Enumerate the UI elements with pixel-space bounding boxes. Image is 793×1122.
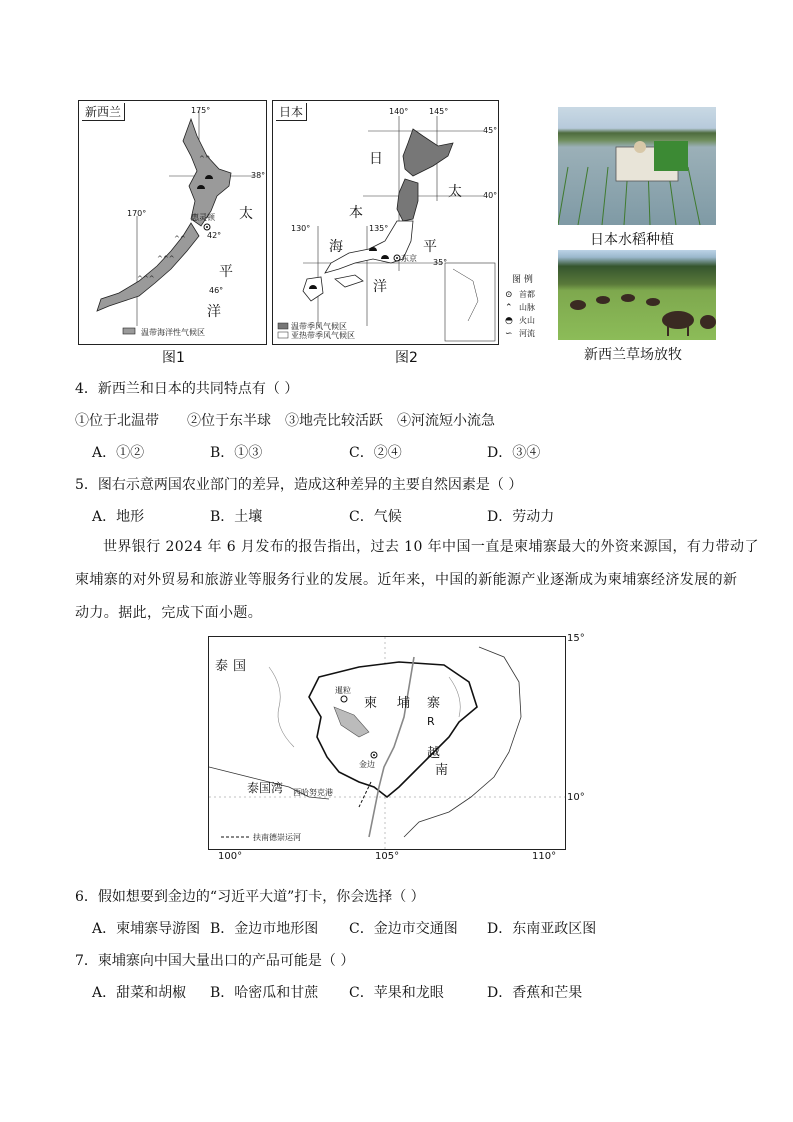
photo-caption: 新西兰草场放牧 (584, 347, 682, 363)
question-5-option-a[interactable]: A．地形 (92, 509, 145, 525)
question-6-option-c[interactable]: C．金边市交通图 (349, 921, 458, 937)
question-4-stem: 4．新西兰和日本的共同特点有（ ） (75, 381, 299, 397)
sea-char: 日 (369, 151, 383, 167)
country-char: 柬 (364, 696, 378, 711)
lat-label: 42° (207, 231, 222, 240)
lat-label: 45° (483, 126, 498, 135)
ocean-char: 太 (448, 184, 462, 200)
lon-label: 130° (291, 224, 311, 233)
ocean-char: 平 (219, 264, 233, 280)
figure-caption: 图1 (162, 350, 185, 366)
legend-item: 山脉 (519, 303, 535, 312)
svg-text:^^: ^^ (174, 235, 186, 243)
mountain-icon: ⌃ (505, 302, 513, 313)
lon-label: 135° (369, 224, 389, 233)
sea-char: 海 (329, 239, 343, 255)
question-5-option-b[interactable]: B．土壤 (210, 509, 263, 525)
lon-label: 105° (375, 851, 400, 862)
country-char: 泰 (215, 659, 229, 674)
country-char: 国 (233, 659, 247, 674)
map-title: 新西兰 (82, 103, 125, 121)
svg-text:^^^: ^^^ (157, 255, 175, 263)
legend-item: 火山 (519, 316, 535, 325)
cambodia-outline (209, 637, 565, 849)
question-5-option-d[interactable]: D．劳动力 (487, 509, 555, 525)
pasture-grazing-photo (558, 250, 716, 340)
capital-icon: ⊙ (505, 289, 513, 300)
question-7-option-c[interactable]: C．苹果和龙眼 (349, 985, 444, 1001)
question-7-option-b[interactable]: B．哈密瓜和甘蔗 (210, 985, 319, 1001)
question-7-option-d[interactable]: D．香蕉和芒果 (487, 985, 583, 1001)
city-label: 暹粒 (335, 686, 351, 695)
svg-text:^^^: ^^^ (137, 275, 155, 283)
lat-label: 40° (483, 191, 498, 200)
new-zealand-outline (79, 101, 266, 344)
map-legend: 温带海洋性气候区 (141, 328, 205, 337)
lon-label: 100° (218, 851, 243, 862)
ocean-char: 洋 (373, 279, 387, 295)
volcano-icon: ◓ (505, 315, 513, 326)
question-7-stem: 7．柬埔寨向中国大量出口的产品可能是（ ） (75, 953, 355, 969)
question-4-option-c[interactable]: C．②④ (349, 445, 402, 461)
new-zealand-map (78, 100, 267, 345)
map-title: 日本 (276, 103, 307, 121)
question-4-items: ①位于北温带 ②位于东半球 ③地壳比较活跃 ④河流短小流急 (75, 413, 495, 429)
question-6-option-a[interactable]: A．柬埔寨导游图 (92, 921, 201, 937)
ocean-char: 洋 (207, 304, 221, 320)
passage-line: 柬埔寨的对外贸易和旅游业等服务行业的发展。近年来，中国的新能源产业逐渐成为柬埔寨经济发展的新 (75, 572, 738, 588)
ocean-char: 太 (239, 206, 253, 222)
question-5-option-c[interactable]: C．气候 (349, 509, 402, 525)
legend-title: 图 例 (512, 275, 533, 285)
country-char: 寨 (427, 696, 441, 711)
question-6-option-d[interactable]: D．东南亚政区图 (487, 921, 597, 937)
lon-label: 140° (389, 107, 409, 116)
rice-planting-photo (558, 107, 716, 225)
lon-label: 145° (429, 107, 449, 116)
sea-char: 本 (349, 205, 363, 221)
city-label: 西哈努克港 (293, 788, 333, 797)
city-label: 金边 (359, 760, 375, 769)
legend-climate-item: 温带季风气候区 (291, 322, 347, 331)
legend-item: 首都 (519, 290, 535, 299)
lat-label: 35° (433, 258, 448, 267)
lat-label: 10° (567, 792, 585, 803)
lat-label: 38° (251, 171, 266, 180)
question-5-stem: 5．图右示意两国农业部门的差异，造成这种差异的主要自然因素是（ ） (75, 477, 523, 493)
japan-outline (273, 101, 498, 344)
svg-text:^^: ^^ (199, 155, 211, 163)
lat-label: 15° (567, 633, 585, 644)
lon-label: 175° (191, 106, 211, 115)
legend-climate-item: 亚热带季风气候区 (291, 331, 355, 340)
river-icon: ∽ (505, 328, 513, 339)
ocean-char: 平 (423, 239, 437, 255)
question-6-stem: 6．假如想要到金边的“习近平大道”打卡，你会选择（ ） (75, 889, 425, 905)
river-label: R (427, 715, 435, 728)
map-legend: 扶南德崇运河 (253, 833, 301, 842)
passage-line: 动力。据此，完成下面小题。 (75, 605, 263, 621)
question-4-option-b[interactable]: B．①③ (210, 445, 263, 461)
question-7-option-a[interactable]: A．甜菜和胡椒 (92, 985, 187, 1001)
japan-map (272, 100, 499, 345)
photo-caption: 日本水稻种植 (590, 232, 674, 248)
city-label: 东京 (401, 254, 417, 263)
legend-list (505, 288, 553, 340)
lon-label: 110° (532, 851, 557, 862)
figure-caption: 图2 (395, 350, 418, 366)
question-4-option-d[interactable]: D．③④ (487, 445, 541, 461)
country-char: 越 (427, 746, 441, 761)
gulf-label: 泰国湾 (247, 781, 284, 795)
lat-label: 46° (209, 286, 224, 295)
reading-passage (75, 531, 759, 630)
country-char: 南 (435, 763, 449, 778)
passage-line: 世界银行 2024 年 6 月发布的报告指出，过去 10 年中国一直是柬埔寨最大的外资来源国，有力带动了 (103, 539, 759, 555)
question-4-option-a[interactable]: A．①② (92, 445, 145, 461)
country-char: 埔 (397, 696, 411, 711)
lon-label: 170° (127, 209, 147, 218)
cambodia-map (208, 636, 566, 850)
question-6-option-b[interactable]: B．金边市地形图 (210, 921, 319, 937)
city-label: 惠灵顿 (191, 213, 215, 222)
legend-item: 河流 (519, 329, 535, 338)
